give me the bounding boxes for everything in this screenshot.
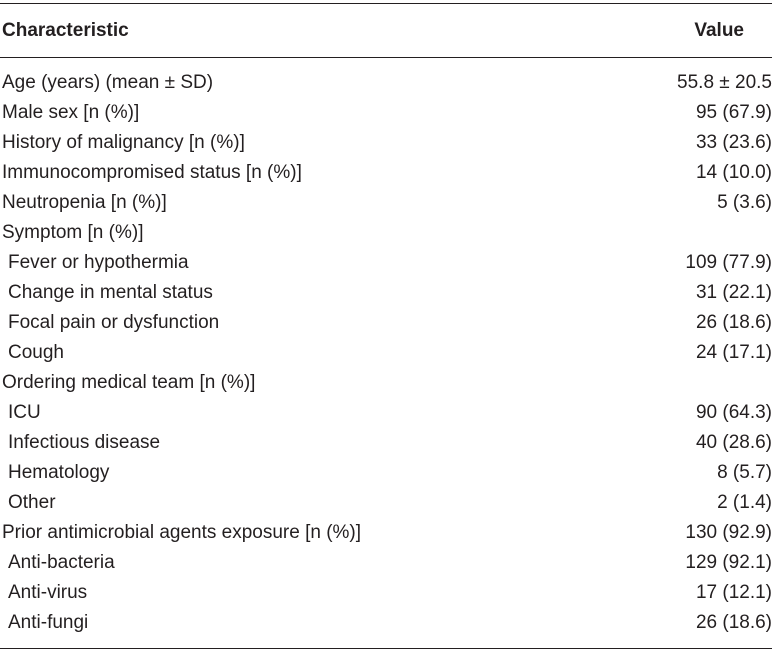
row-value: 55.8 ± 20.5 [677,72,772,93]
row-value: 8 (5.7) [717,462,772,483]
table-row [0,98,772,128]
row-value: 14 (10.0) [695,162,772,183]
table-row [0,278,772,308]
row-value: 109 (77.9) [685,252,772,273]
row-value: 26 (18.6) [695,612,772,633]
row-label: ICU [8,402,41,423]
row-label: Other [8,492,56,513]
table-body [0,68,772,638]
row-value: 24 (17.1) [695,342,772,363]
table-row-group-header [0,218,772,248]
row-value: 5 (3.6) [717,192,772,213]
row-label: Anti-bacteria [8,552,115,573]
table-row [0,458,772,488]
table-row [0,128,772,158]
row-label: Anti-virus [8,582,88,603]
row-label: Infectious disease [8,432,161,453]
table-row [0,68,772,98]
row-label: Fever or hypothermia [8,252,189,273]
row-value: 26 (18.6) [695,312,772,333]
bottom-rule [0,648,772,649]
row-value: 40 (28.6) [695,432,772,453]
row-value: 130 (92.9) [685,522,772,543]
row-label: Prior antimicrobial agents exposure [n (%)] [2,522,362,543]
row-value: 129 (92.1) [685,552,772,573]
row-label: Anti-fungi [8,612,89,633]
row-label: Immunocompromised status [n (%)] [2,162,302,183]
table-row [0,338,772,368]
table-row [0,158,772,188]
header-characteristic: Characteristic [2,20,129,41]
table-header [0,4,772,57]
row-label: Symptom [n (%)] [2,222,144,243]
row-value: 2 (1.4) [717,492,772,513]
header-value: Value [694,20,744,41]
table-row-group-header [0,368,772,398]
row-label: Cough [8,342,64,363]
row-value: 33 (23.6) [695,132,772,153]
row-value: 95 (67.9) [695,102,772,123]
row-label: Focal pain or dysfunction [8,312,220,333]
table-row [0,578,772,608]
table-row [0,248,772,278]
table-row [0,488,772,518]
row-label: History of malignancy [n (%)] [2,132,245,153]
row-label: Hematology [8,462,110,483]
row-value: 90 (64.3) [695,402,772,423]
row-label: Change in mental status [8,282,213,303]
row-label: Male sex [n (%)] [2,102,140,123]
table-row [0,398,772,428]
table-row [0,428,772,458]
row-label: Age (years) (mean ± SD) [2,72,214,93]
table-row [0,548,772,578]
header-rule [0,57,772,58]
table-row [0,188,772,218]
table-row [0,518,772,548]
row-label: Ordering medical team [n (%)] [2,372,256,393]
table-row [0,608,772,638]
row-value: 31 (22.1) [695,282,772,303]
table-row [0,308,772,338]
row-value: 17 (12.1) [695,582,772,603]
row-label: Neutropenia [n (%)] [2,192,167,213]
